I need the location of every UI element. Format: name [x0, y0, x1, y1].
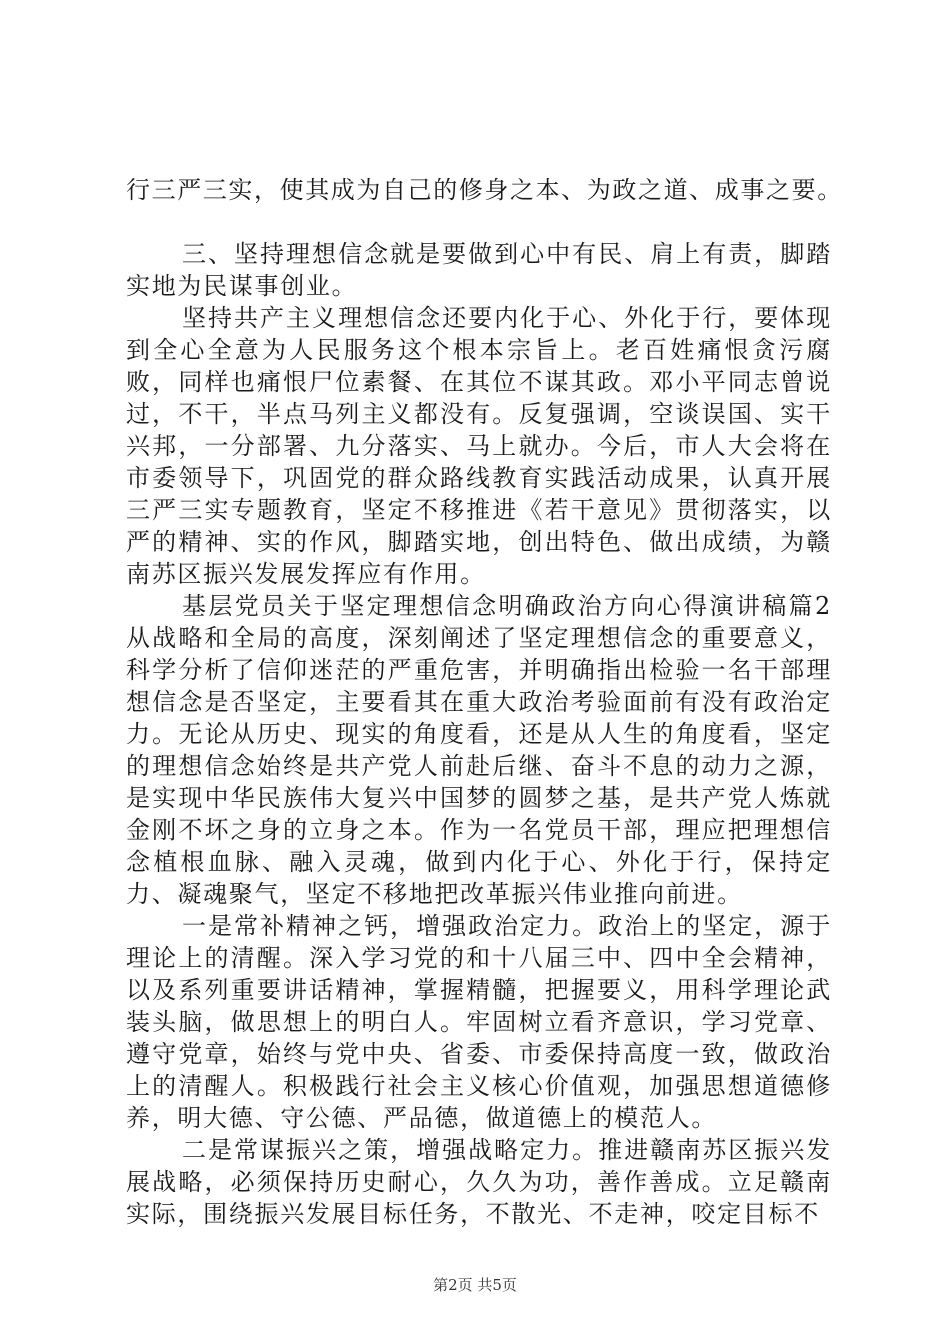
page-footer: 第2页 共5页 — [433, 1276, 517, 1294]
section-heading-three: 三、坚持理想信念就是要做到心中有民、肩上有责，脚踏实地为民谋事创业。 — [126, 240, 832, 300]
paragraph-gap — [126, 206, 832, 238]
paragraph: 基层党员关于坚定理想信念明确政治方向心得演讲稿篇2从战略和全局的高度，深刻阐述了坚定理想信念的重要意义，科学分析了信仰迷茫的严重危害，并明确指出检验一名干部理想信念是否坚定，主要看其在重大政治考验面前有没有政治定力。无论从历史、现实的角度看，还是从人生的角度看，坚定的理想信念始终是共产党人前赴后继、奋斗不息的动力之源，是实现中华民族伟大复兴中国梦的圆梦之基，是共产党人炼就金刚不坏之身的立身之本。作为一名党员干部，理应把理想信念植根血脉、融入灵魂，做到内化于心、外化于行，保持定力、凝魂聚气，坚定不移地把改革振兴伟业推向前进。 — [126, 592, 832, 908]
continuation-line: 行三严三实，使其成为自己的修身之本、为政之道、成事之要。 — [126, 176, 843, 204]
paragraph: 坚持共产主义理想信念还要内化于心、外化于行，要体现到全心全意为人民服务这个根本宗旨上。老百姓痛恨贪污腐败，同样也痛恨尸位素餐、在其位不谋其政。邓小平同志曾说过，不干，半点马列主义都没有。反复强调，空谈误国、实干兴邦，一分部署、九分落实、马上就办。今后，市人大会将在市委领导下，巩固党的群众路线教育实践活动成果，认真开展三严三实专题教育，坚定不移推进《若干意见》贯彻落实，以严的精神、实的作风，脚踏实地，创出特色、做出成绩，为赣南苏区振兴发展发挥应有作用。 — [126, 304, 832, 588]
paragraph: 二是常谋振兴之策，增强战略定力。推进赣南苏区振兴发展战略，必须保持历史耐心，久久为功，善作善成。立足赣南实际，围绕振兴发展目标任务，不散光、不走神，咬定目标不 — [126, 1136, 832, 1228]
paragraph: 一是常补精神之钙，增强政治定力。政治上的坚定，源于理论上的清醒。深入学习党的和十八届三中、四中全会精神，以及系列重要讲话精神，掌握精髓，把握要义，用科学理论武装头脑，做思想上的明白人。牢固树立看齐意识，学习党章、遵守党章，始终与党中央、省委、市委保持高度一致，做政治上的清醒人。积极践行社会主义核心价值观，加强思想道德修养，明大德、守公德、严品德，做道德上的模范人。 — [126, 912, 832, 1132]
document-body — [126, 174, 843, 1230]
